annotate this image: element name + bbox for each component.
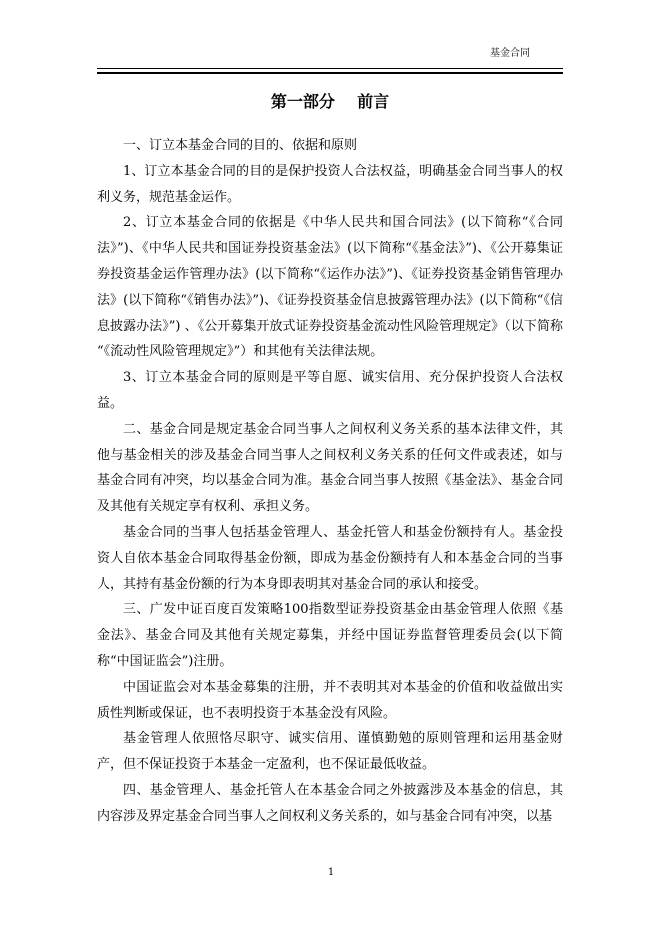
paragraph: 基金合同的当事人包括基金管理人、基金托管人和基金份额持有人。基金投资人自依本基金合同取得基金份额，即成为基金份额持有人和本基金合同的当事人，其持有基金份额的行为本身即表明其对基金合同的承认和接受。 bbox=[97, 524, 563, 592]
paragraph: 中国证监会对本基金募集的注册，并不表明其对本基金的价值和收益做出实质性判断或保证，也不表明投资于本基金没有风险。 bbox=[97, 679, 563, 721]
header-rule-thin bbox=[97, 68, 563, 69]
paragraph: 一、订立本基金合同的目的、依据和原则 bbox=[123, 138, 358, 153]
page-number: 1 bbox=[327, 867, 335, 878]
paragraph: 三、广发中证百度百发策略100指数型证券投资基金由基金管理人依照《基金法》、基金合同及其他有关规定募集，并经中国证券监督管理委员会(以下简称“中国证监会”)注册。 bbox=[97, 602, 563, 669]
paragraph: 二、基金合同是规定基金合同当事人之间权利义务关系的基本法律文件，其他与基金相关的涉及基金合同当事人之间权利义务关系的任何文件或表述，如与基金合同有冲突，均以基金合同为准。基金合同当事人按照《基金法》、基金合同及其他有关规定享有权利、承担义务。 bbox=[97, 421, 563, 515]
paragraph: 3、订立本基金合同的原则是平等自愿、诚实信用、充分保护投资人合法权益。 bbox=[97, 370, 563, 411]
paragraph: 1、订立本基金合同的目的是保护投资人合法权益，明确基金合同当事人的权利义务，规范基金运作。 bbox=[97, 163, 563, 205]
paragraph: 2、订立本基金合同的依据是《中华人民共和国合同法》(以下简称“《合同法》”)、《中华人民共和国证券投资基金法》(以下简称“《基金法》”)、《公开募集证券投资基金运作管理办法》(以下简称“《运作办法》”)、《证券投资基金销售管理办法》(以下简称“《销售办法》”)、《证券投资基金信息披露管理办法》(以下简称“《信息披露办法》”) 、《公开募集开放式证券投资基金流动性风险管理规定》（以下简称 “《流动性风险管理规定》”）和其他有关法律法规。 bbox=[97, 215, 563, 360]
paragraph: 四、基金管理人、基金托管人在本基金合同之外披露涉及本基金的信息，其内容涉及界定基金合同当事人之间权利义务关系的，如与基金合同有冲突，以基 bbox=[97, 782, 563, 824]
header-rule-thick bbox=[97, 72, 563, 74]
section-title: 第一部分 前言 bbox=[270, 92, 390, 111]
document-body bbox=[97, 133, 563, 830]
paragraph: 基金管理人依照恪尽职守、诚实信用、谨慎勤勉的原则管理和运用基金财产，但不保证投资于本基金一定盈利，也不保证最低收益。 bbox=[97, 731, 563, 773]
running-header: 基金合同 bbox=[490, 48, 530, 59]
